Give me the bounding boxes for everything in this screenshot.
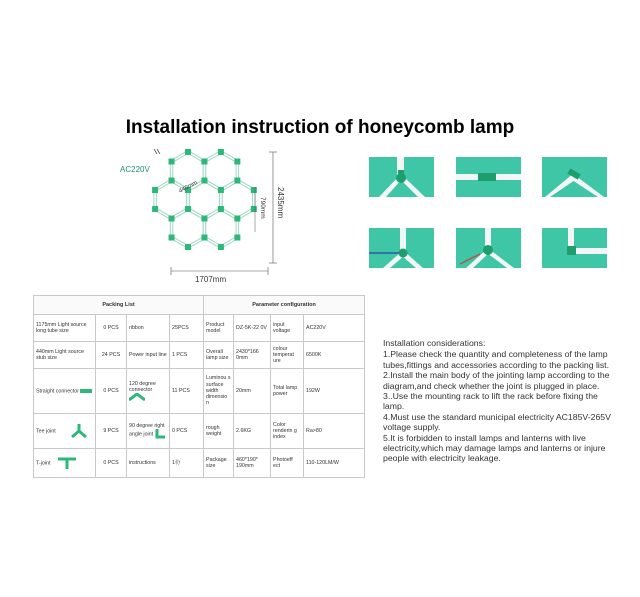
packing-item: instructions	[127, 449, 170, 478]
tee-joint-icon	[71, 424, 87, 438]
inner-dimension-label: 440mm	[178, 180, 199, 195]
connector-joint	[251, 187, 257, 193]
param-key: Total lamp power	[271, 369, 304, 414]
honeycomb-svg	[110, 145, 310, 285]
packing-name: 440mm Light source stub size	[34, 342, 96, 369]
right-angle-joint-icon	[155, 429, 165, 439]
packing-item-qty: 11 PCS	[170, 369, 204, 414]
param-value: Ra>80	[304, 414, 365, 449]
param-key: Photoeff ect	[271, 449, 304, 478]
connector-joint	[234, 235, 240, 241]
packing-list-header: Packing List	[34, 296, 204, 315]
step-thumb-mounting	[456, 228, 521, 268]
connector-joint	[201, 178, 207, 184]
note-item: 1.Please check the quantity and completeness of the lamp tubes,fittings and accessories according to the packing list.	[383, 349, 609, 370]
table-row	[34, 315, 365, 342]
param-value: 110-120LM/W	[304, 449, 365, 478]
connector-joint	[201, 216, 207, 222]
table-row	[34, 369, 365, 414]
installation-notes	[383, 338, 615, 464]
connector-joint	[152, 206, 158, 212]
packing-name-cell	[34, 449, 96, 478]
hexagon-cell	[172, 209, 205, 247]
param-key: Package size	[204, 449, 234, 478]
packing-item-cell	[127, 369, 170, 414]
param-value: 6500K	[304, 342, 365, 369]
step-thumb-tee-joint	[369, 157, 434, 197]
connector-joint	[234, 216, 240, 222]
packing-item: ribbon	[127, 315, 170, 342]
packing-item: Power input line	[127, 342, 170, 369]
param-value: 2.6KG	[234, 414, 271, 449]
voltage-label: AC220V	[120, 165, 150, 174]
parameter-header: Parameter configuration	[204, 296, 365, 315]
param-value: 460*190* 190mm	[234, 449, 271, 478]
packing-qty: 0 PCS	[96, 369, 127, 414]
height-total-label: 2435mm	[276, 187, 285, 219]
packing-item-qty: 0 PCS	[170, 414, 204, 449]
param-key: Color renderin g index	[271, 414, 304, 449]
param-key: input voltage	[271, 315, 304, 342]
t-joint-icon	[58, 457, 76, 469]
connector-joint	[152, 187, 158, 193]
connector-joint	[169, 235, 175, 241]
connector-joint	[218, 206, 224, 212]
param-value: 192W	[304, 369, 365, 414]
spec-table	[33, 295, 365, 478]
step-thumb-power-input	[369, 228, 434, 268]
note-item: 4.Must use the standard municipal electricity AC185V-265V voltage supply.	[383, 411, 611, 433]
param-value: DZ-5K-22 0V	[234, 315, 271, 342]
connector-joint	[201, 235, 207, 241]
straight-connector-icon	[80, 388, 92, 394]
notes-heading: Installation considerations:	[383, 338, 486, 348]
120-connector-icon	[129, 393, 145, 401]
packing-item: 120 degree connector	[129, 380, 156, 393]
connector-joint	[218, 244, 224, 250]
param-key: colour temperat ure	[271, 342, 304, 369]
packing-qty: 0 PCS	[96, 315, 127, 342]
connector-joint	[185, 149, 191, 155]
packing-item-qty: 25PCS	[170, 315, 204, 342]
connector-joint	[218, 149, 224, 155]
packing-name-cell	[34, 369, 96, 414]
packing-qty: 24 PCS	[96, 342, 127, 369]
honeycomb-diagram	[110, 145, 310, 285]
height-inner-label: 790mm	[259, 197, 266, 219]
hexagon-grid	[152, 149, 257, 250]
param-key: Product model	[204, 315, 234, 342]
packing-name: Straight connector	[36, 388, 79, 395]
table-row	[34, 342, 365, 369]
param-value: 2430*166 0mm	[234, 342, 271, 369]
step-thumb-straight-connector	[456, 157, 521, 197]
packing-name-cell	[34, 414, 96, 449]
note-item: 5.It is forbidden to install lamps and lanterns with live electricity,which may damage lamps and lanterns or injure people with electricity leakage.	[383, 432, 606, 464]
connector-joint	[251, 206, 257, 212]
packing-name: Tee joint	[36, 428, 56, 435]
table-row	[34, 449, 365, 478]
connector-joint	[234, 178, 240, 184]
param-key: Overall lamp size	[204, 342, 234, 369]
param-value: 20mm	[234, 369, 271, 414]
hexagon-cell	[204, 209, 237, 247]
packing-item-cell	[127, 414, 170, 449]
width-total-label: 1707mm	[195, 275, 227, 284]
connector-joint	[185, 244, 191, 250]
step-thumb-right-angle	[542, 228, 607, 268]
packing-qty: 9 PCS	[96, 414, 127, 449]
power-cable-icon	[154, 149, 160, 154]
connector-joint	[201, 159, 207, 165]
connector-joint	[218, 187, 224, 193]
param-value: AC220V	[304, 315, 365, 342]
connector-joint	[169, 178, 175, 184]
note-item: 3..Use the mounting rack to lift the rack before fixing the lamp.	[383, 391, 598, 412]
packing-item-qty: 1份	[170, 449, 204, 478]
connector-joint	[234, 159, 240, 165]
packing-name: 1175mm Light source long tube size	[34, 315, 96, 342]
table-row	[34, 414, 365, 449]
connector-joint	[169, 216, 175, 222]
packing-item: 90 degree right angle joint	[129, 422, 165, 438]
packing-qty: 0 PCS	[96, 449, 127, 478]
connector-joint	[169, 159, 175, 165]
param-key: rough weight	[204, 414, 234, 449]
page-title: Installation instruction of honeycomb lamp	[125, 117, 515, 138]
packing-name: T-joint	[36, 460, 51, 467]
note-item: 2.Install the main body of the jointing lamp according to the diagram,and check whether the joint is plugged in place.	[383, 370, 610, 391]
param-key: Luminou s surface width dimensio n	[204, 369, 234, 414]
step-thumb-120-connector	[542, 157, 607, 197]
connector-joint	[185, 206, 191, 212]
packing-item-qty: 1 PCS	[170, 342, 204, 369]
